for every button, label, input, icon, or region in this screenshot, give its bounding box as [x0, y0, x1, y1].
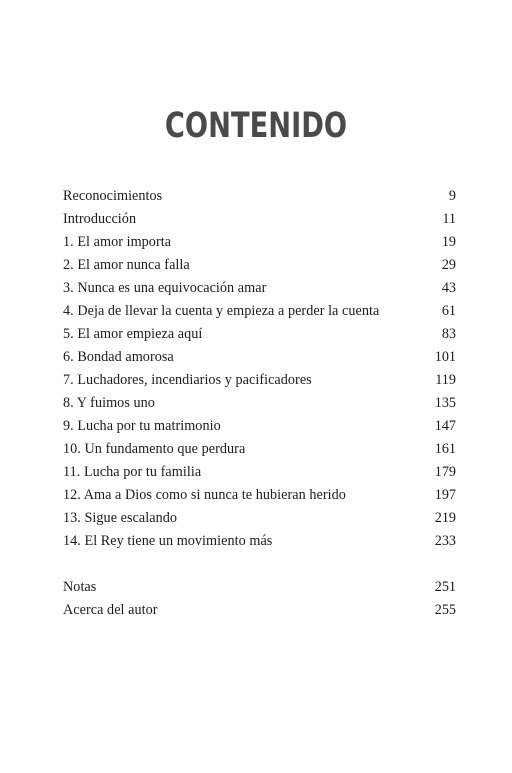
toc-entry-label: 5. El amor empieza aquí — [63, 326, 203, 342]
toc-entry-label: 1. El amor importa — [63, 234, 172, 250]
toc-entry — [63, 415, 456, 438]
toc-entry-page: 251 — [434, 579, 456, 595]
toc-entry-page: 135 — [434, 395, 456, 411]
toc-back-matter-entry — [63, 599, 456, 622]
toc-entry — [63, 346, 456, 369]
toc-entry-label: 7. Luchadores, incendiarios y pacificadores — [63, 372, 312, 388]
toc-entry — [63, 392, 456, 415]
toc-entry-label: Reconocimientos — [63, 188, 163, 204]
toc-entry-page: 161 — [434, 441, 456, 457]
toc-entry-label: 14. El Rey tiene un movimiento más — [63, 533, 273, 549]
toc-entry-page: 179 — [434, 464, 456, 480]
toc-entry — [63, 277, 456, 300]
toc-entry-page: 119 — [435, 372, 456, 388]
toc-entry-label: 2. El amor nunca falla — [63, 257, 190, 273]
toc-entry — [63, 231, 456, 254]
toc-entry — [63, 438, 456, 461]
toc-entry-page: 43 — [441, 280, 456, 296]
toc-entry — [63, 300, 456, 323]
table-of-contents — [63, 185, 456, 622]
toc-back-matter-entry — [63, 576, 456, 599]
toc-entry-page: 219 — [434, 510, 456, 526]
toc-entry — [63, 254, 456, 277]
toc-entry — [63, 530, 456, 553]
toc-entry-page: 255 — [434, 602, 456, 618]
toc-entry-page: 197 — [434, 487, 456, 503]
toc-entry-label: 3. Nunca es una equivocación amar — [63, 280, 267, 296]
toc-entry — [63, 507, 456, 530]
toc-entry-label: 8. Y fuimos uno — [63, 395, 155, 411]
toc-entry-label: 11. Lucha por tu familia — [63, 464, 202, 480]
toc-entry-page: 9 — [448, 188, 456, 204]
toc-entry — [63, 461, 456, 484]
toc-entry-page: 147 — [434, 418, 456, 434]
toc-entry-page: 29 — [441, 257, 456, 273]
toc-entry-label: Acerca del autor — [63, 602, 158, 618]
toc-entry-page: 233 — [434, 533, 456, 549]
toc-entry-label: 12. Ama a Dios como si nunca te hubieran herido — [63, 487, 346, 503]
toc-entry-label: 4. Deja de llevar la cuenta y empieza a perder la cuenta — [63, 303, 380, 319]
section-spacer — [63, 553, 456, 576]
toc-entry-label: Notas — [63, 579, 97, 595]
page-title: CONTENIDO — [164, 106, 348, 146]
toc-entry-page: 61 — [441, 303, 456, 319]
toc-entry — [63, 369, 456, 392]
toc-entry-page: 83 — [441, 326, 456, 342]
toc-entry-page: 101 — [434, 349, 456, 365]
toc-entry-label: Introducción — [63, 211, 137, 227]
toc-entry-page: 19 — [441, 234, 456, 250]
toc-entry-label: 6. Bondad amorosa — [63, 349, 174, 365]
toc-entry-label: 9. Lucha por tu matrimonio — [63, 418, 221, 434]
toc-entry-page: 11 — [442, 211, 456, 227]
toc-entry-label: 10. Un fundamento que perdura — [63, 441, 246, 457]
toc-entry-label: 13. Sigue escalando — [63, 510, 178, 526]
toc-entry — [63, 208, 456, 231]
toc-entry — [63, 484, 456, 507]
toc-entry — [63, 323, 456, 346]
toc-entry — [63, 185, 456, 208]
